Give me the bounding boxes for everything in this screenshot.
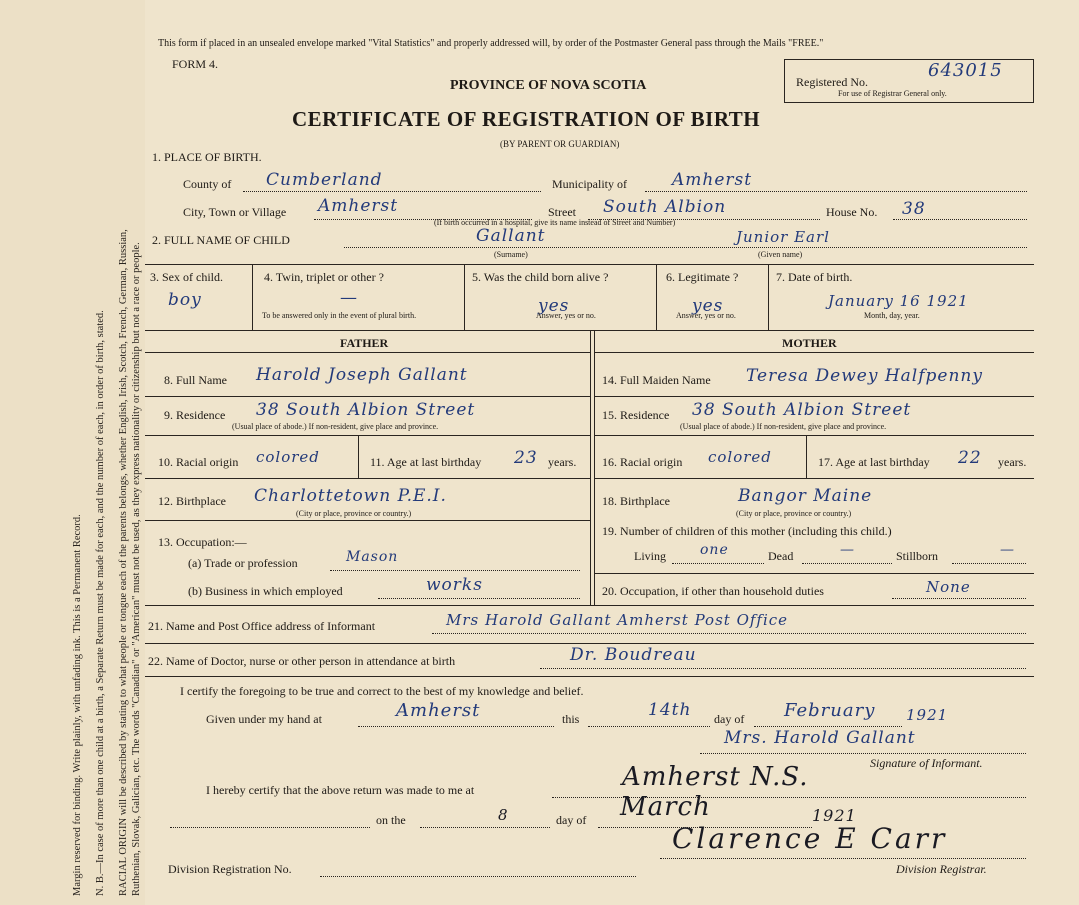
doctor-value: Dr. Boudreau xyxy=(570,645,697,665)
registered-number: 643015 xyxy=(928,60,1003,81)
twin-value: — xyxy=(340,288,358,308)
given-under-label: Given under my hand at xyxy=(206,712,322,726)
legitimate-note: Answer, yes or no. xyxy=(676,311,736,320)
province-heading: PROVINCE OF NOVA SCOTIA xyxy=(450,78,647,93)
hospital-note: (If birth occurred in a hospital, give its name instead of Street and Number) xyxy=(434,218,676,227)
given-place-value: Amherst xyxy=(396,700,481,721)
division-registrar-label: Division Registrar. xyxy=(896,862,987,876)
father-race-value: colored xyxy=(256,448,320,466)
stillborn-value: — xyxy=(1000,542,1015,558)
sex-value: boy xyxy=(168,290,202,310)
certificate-subtitle: (BY PARENT OR GUARDIAN) xyxy=(500,139,620,149)
mother-bp-note: (City or place, province or country.) xyxy=(736,509,852,518)
mother-race-value: colored xyxy=(708,448,772,466)
return-year-value: 1921 xyxy=(812,806,857,825)
occupation-label: 13. Occupation:— xyxy=(158,535,247,549)
given-day-value: 14th xyxy=(648,700,692,720)
business-label: (b) Business in which employed xyxy=(188,584,343,598)
return-made-label: I hereby certify that the above return was made to me at xyxy=(206,783,475,797)
father-birthplace-label: 12. Birthplace xyxy=(158,494,226,508)
living-label: Living xyxy=(634,549,666,563)
alive-value: yes xyxy=(538,296,570,316)
given-name-value: Junior Earl xyxy=(736,228,830,246)
registrar-signature: Clarence E Carr xyxy=(672,822,948,855)
given-name-note: (Given name) xyxy=(758,250,803,259)
father-age-label: 11. Age at last birthday xyxy=(370,455,482,469)
father-name-value: Harold Joseph Gallant xyxy=(256,365,468,385)
sex-label: 3. Sex of child. xyxy=(150,270,223,284)
return-place-value: Amherst N.S. xyxy=(622,762,809,792)
surname-value: Gallant xyxy=(476,226,546,246)
dead-label: Dead xyxy=(768,549,794,563)
mother-name-value: Teresa Dewey Halfpenny xyxy=(746,366,983,386)
day-of-2-label: day of xyxy=(556,813,587,827)
doctor-label: 22. Name of Doctor, nurse or other person in attendance at birth xyxy=(148,654,456,668)
mother-birthplace-label: 18. Birthplace xyxy=(602,494,670,508)
father-age-value: 23 xyxy=(514,448,538,468)
on-the-label: on the xyxy=(376,813,406,827)
trade-label: (a) Trade or profession xyxy=(188,556,298,570)
mother-birthplace-value: Bangor Maine xyxy=(738,486,873,506)
dob-note: Month, day, year. xyxy=(864,311,920,320)
given-month-value: February xyxy=(784,700,876,721)
day-of-label: day of xyxy=(714,712,745,726)
return-day-value: 8 xyxy=(498,806,509,824)
twin-label: 4. Twin, triplet or other ? xyxy=(264,270,384,284)
mother-heading: MOTHER xyxy=(782,336,837,350)
mother-residence-label: 15. Residence xyxy=(602,408,670,422)
father-heading: FATHER xyxy=(340,336,389,350)
father-race-label: 10. Racial origin xyxy=(158,455,239,469)
municipality-value: Amherst xyxy=(672,170,753,190)
informant-value: Mrs Harold Gallant Amherst Post Office xyxy=(446,611,789,629)
dob-value: January 16 1921 xyxy=(828,292,969,310)
stillborn-label: Stillborn xyxy=(896,549,939,563)
county-value: Cumberland xyxy=(266,170,383,190)
mother-name-label: 14. Full Maiden Name xyxy=(602,373,711,387)
municipality-label: Municipality of xyxy=(552,177,627,191)
mother-age-value: 22 xyxy=(958,448,982,468)
mother-race-label: 16. Racial origin xyxy=(602,455,683,469)
twin-note: To be answered only in the event of plural birth. xyxy=(262,311,417,320)
trade-value: Mason xyxy=(346,549,399,565)
signature-of-informant-label: Signature of Informant. xyxy=(870,756,983,770)
legitimate-value: yes xyxy=(692,296,724,316)
mother-occupation-label: 20. Occupation, if other than household duties xyxy=(602,584,824,598)
mother-years-label: years. xyxy=(998,455,1027,469)
legitimate-label: 6. Legitimate ? xyxy=(666,270,739,284)
father-residence-label: 9. Residence xyxy=(164,408,226,422)
alive-label: 5. Was the child born alive ? xyxy=(472,270,609,284)
racial-note-2: Ruthenian, Slovak, Galician, etc. The words "Canadian" or "American" must not be used, as they express nationality or citizenship but not a race or people. xyxy=(131,242,142,896)
children-label: 19. Number of children of this mother (including this child.) xyxy=(602,524,892,538)
form-number: FORM 4. xyxy=(172,57,219,71)
house-label: House No. xyxy=(826,205,878,219)
father-bp-note: (City or place, province or country.) xyxy=(296,509,412,518)
father-years-label: years. xyxy=(548,455,577,469)
certificate-title: CERTIFICATE OF REGISTRATION OF BIRTH xyxy=(292,107,761,131)
city-label: City, Town or Village xyxy=(183,205,287,219)
father-name-label: 8. Full Name xyxy=(164,373,227,387)
this-label: this xyxy=(562,712,580,726)
mother-residence-value: 38 South Albion Street xyxy=(692,400,912,420)
nb-note: N. B.—In case of more than one child at a birth, a Separate Return must be made for each, and the number of each, in order of birth, stated. xyxy=(95,310,106,896)
business-value: works xyxy=(426,575,483,595)
street-value: South Albion xyxy=(603,197,727,217)
informant-signature: Mrs. Harold Gallant xyxy=(724,728,916,748)
registered-label: Registered No. xyxy=(796,75,868,89)
mother-age-label: 17. Age at last birthday xyxy=(818,455,930,469)
street-label: Street xyxy=(548,205,576,219)
alive-note: Answer, yes or no. xyxy=(536,311,596,320)
binding-note: Margin reserved for binding. Write plainly, with unfading ink. This is a Permanent Record. xyxy=(72,514,83,896)
father-abode-note: (Usual place of abode.) If non-resident, give place and province. xyxy=(232,422,439,431)
mother-abode-note: (Usual place of abode.) If non-resident, give place and province. xyxy=(680,422,887,431)
county-label: County of xyxy=(183,177,232,191)
surname-note: (Surname) xyxy=(494,250,528,259)
certify-statement: I certify the foregoing to be true and correct to the best of my knowledge and belief. xyxy=(180,684,584,698)
place-of-birth-label: 1. PLACE OF BIRTH. xyxy=(152,150,262,164)
racial-note-1: RACIAL ORIGIN will be described by stating to what people or tongue each of the parents belongs, whether English, Irish, Scotch, French, German, Russian, xyxy=(118,229,129,896)
given-year-value: 1921 xyxy=(906,706,949,724)
dob-label: 7. Date of birth. xyxy=(776,270,853,284)
living-value: one xyxy=(700,542,729,558)
informant-label: 21. Name and Post Office address of Informant xyxy=(148,619,376,633)
registrar-note: For use of Registrar General only. xyxy=(838,89,947,98)
mail-notice: This form if placed in an unsealed envelope marked "Vital Statistics" and properly addressed will, by order of the Postmaster General pass through the Mails "FREE." xyxy=(158,38,824,49)
full-name-label: 2. FULL NAME OF CHILD xyxy=(152,233,290,247)
house-value: 38 xyxy=(902,199,926,219)
mother-occupation-value: None xyxy=(926,578,971,596)
city-value: Amherst xyxy=(318,196,399,216)
return-month-value: March xyxy=(620,792,711,822)
father-residence-value: 38 South Albion Street xyxy=(256,400,476,420)
division-reg-no-label: Division Registration No. xyxy=(168,862,292,876)
father-birthplace-value: Charlottetown P.E.I. xyxy=(254,486,447,506)
dead-value: — xyxy=(840,542,855,558)
